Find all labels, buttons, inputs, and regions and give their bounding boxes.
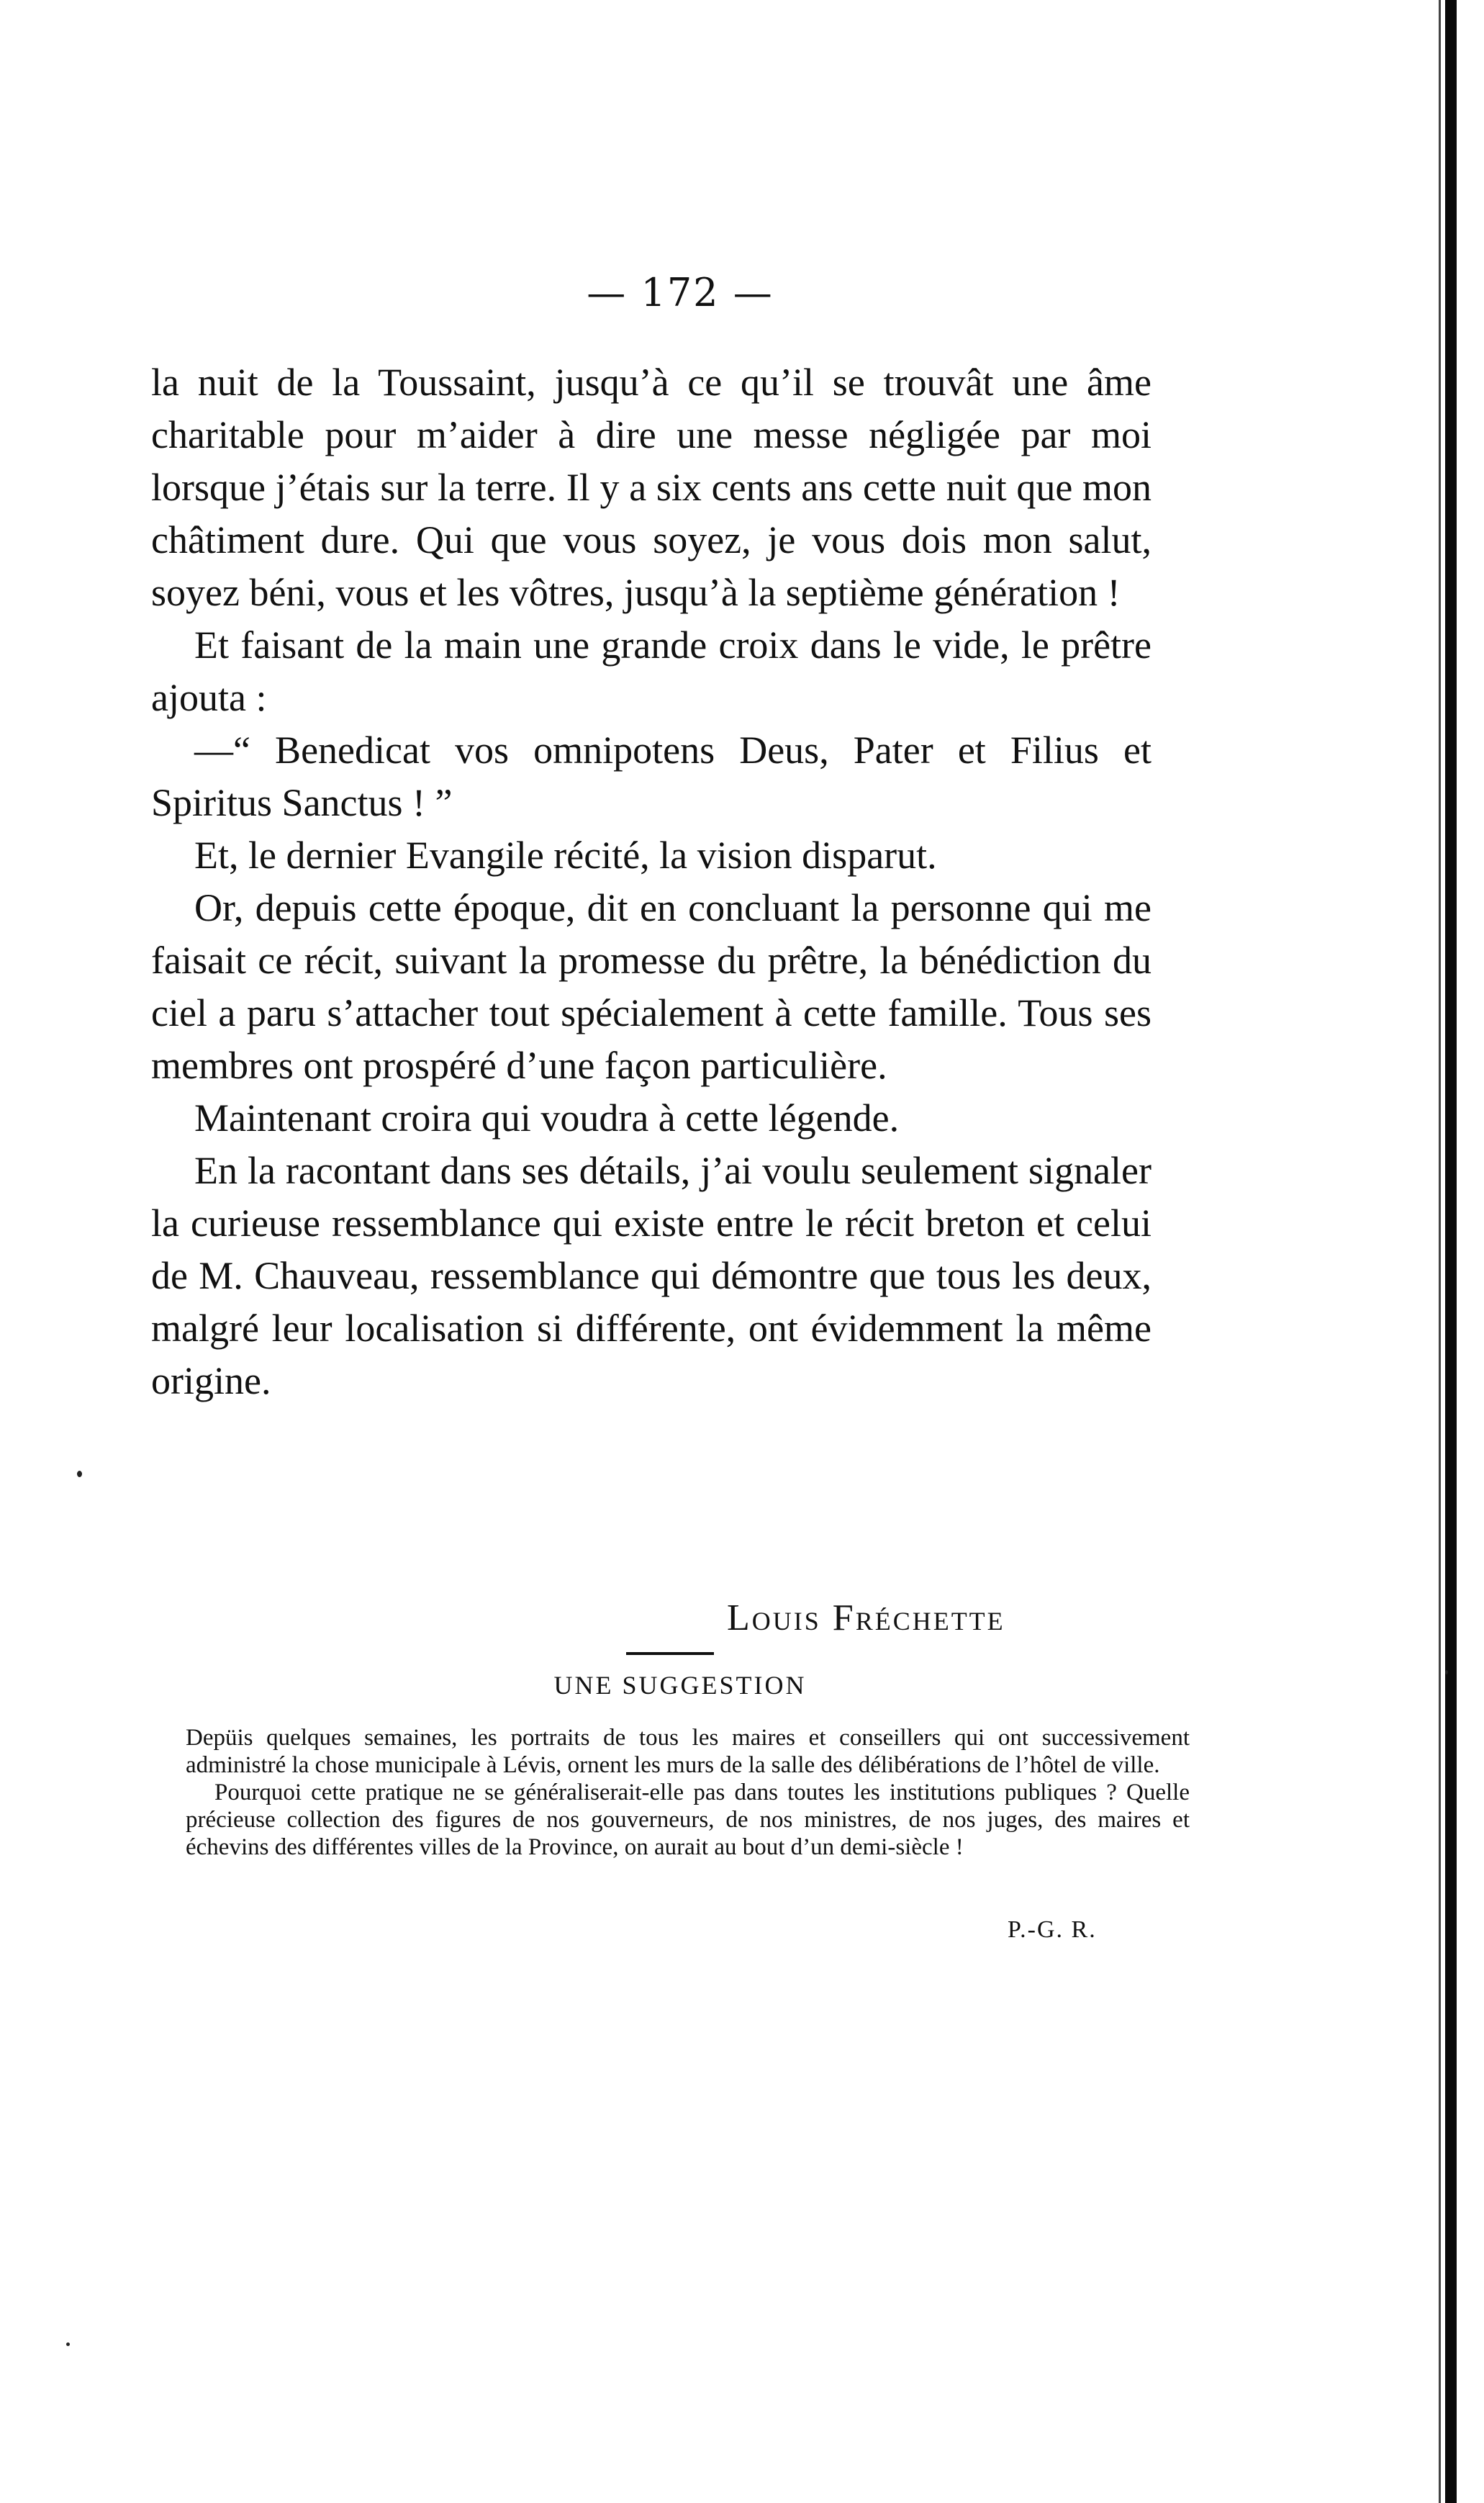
ink-speck [77,1471,82,1477]
section-divider [626,1652,714,1655]
note-initials: P.-G. R. [1008,1916,1097,1943]
page-number: — 172 — [587,270,774,315]
paragraph-2: Et faisant de la main une grande croix dans le vide, le prêtre ajouta : [151,623,1152,719]
paragraph-3: —“ Benedicat vos omnipotens Deus, Pater et Filius et Spiritus Sanctus ! ” [151,729,1152,824]
note-text [186,1724,1190,1861]
paragraph-7: En la racontant dans ses détails, j’ai voulu seulement signaler la curieuse ressemblance qui existe entre le récit breton et celui de M. Chauveau, ressemblance qui démontre que tous les deux, malgré leur localisation si différente, ont évidemment la même origine. [151,1149,1152,1402]
page-edge-border [1445,0,1457,2503]
note-paragraph-2: Pourquoi cette pratique ne se généraliserait-elle pas dans toutes les institutions publiques ? Quelle précieuse collection des figures de nos gouverneurs, de nos ministres, de nos juges, des maires et échevins des différentes villes de la Province, on aurait au bout d’un demi-siècle ! [186,1780,1190,1860]
author-signature: Louis Fréchette [727,1597,1005,1638]
ink-speck [66,2342,70,2346]
ink-speck [1445,1670,1448,1674]
note-paragraph-1: Depüis quelques semaines, les portraits de tous les maires et conseillers qui ont successivement administré la chose municipale à Lévis, ornent les murs de la salle des délibérations de l’hôtel de ville. [186,1725,1190,1778]
paragraph-5: Or, depuis cette époque, dit en concluant la personne qui me faisait ce récit, suivant la promesse du prêtre, la bénédiction du ciel a paru s’attacher tout spécialement à cette famille. Tous ses membres ont prospéré d’une façon particulière. [151,886,1152,1087]
note-heading: UNE SUGGESTION [553,1671,807,1700]
paragraph-4: Et, le dernier Evangile récité, la vision disparut. [194,834,937,877]
paragraph-1: la nuit de la Toussaint, jusqu’à ce qu’il se trouvât une âme charitable pour m’aider à dire une messe négligée par moi lorsque j’étais sur la terre. Il y a six cents ans cette nuit que mon châtiment dure. Qui que vous soyez, je vous dois mon salut, soyez béni, vous et les vôtres, jusqu’à la septième génération ! [151,361,1152,614]
paragraph-6: Maintenant croira qui voudra à cette légende. [194,1096,900,1140]
page-edge-shadow [1439,0,1441,2503]
main-text [151,356,1152,1407]
